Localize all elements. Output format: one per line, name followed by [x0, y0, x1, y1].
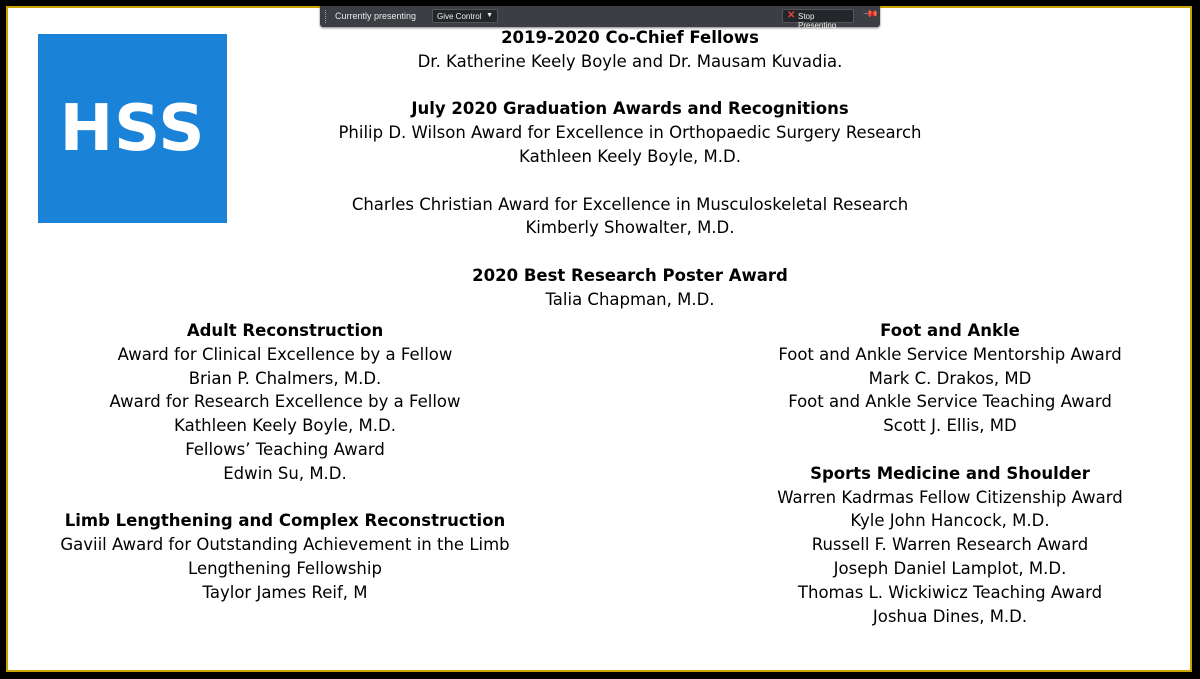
sports-recipient-2: Joseph Daniel Lamplot, M.D. [833, 558, 1067, 578]
christian-award: Charles Christian Award for Excellence in Musculoskeletal Research [351, 194, 909, 214]
limb-heading: Limb Lengthening and Complex Reconstruction [64, 511, 506, 531]
give-control-dropdown[interactable] [432, 9, 498, 23]
presenting-toolbar [320, 6, 880, 30]
spacer [280, 169, 980, 193]
adult-award-2: Award for Research Excellence by a Fellow [109, 392, 461, 412]
foot-award-2: Foot and Ankle Service Teaching Award [788, 392, 1112, 412]
sports-award-2: Russell F. Warren Research Award [811, 535, 1089, 555]
adult-recipient-3: Edwin Su, M.D. [223, 463, 347, 483]
limb-recipient: Taylor James Reif, M [202, 582, 368, 602]
foot-award-1: Foot and Ankle Service Mentorship Award [778, 344, 1122, 364]
foot-recipient-1: Mark C. Drakos, MD [868, 368, 1032, 388]
stop-presenting-label: Stop Presenting [798, 12, 837, 30]
drag-handle[interactable] [325, 10, 329, 23]
sports-award-1: Warren Kadrmas Fellow Citizenship Award [777, 487, 1123, 507]
christian-recipient: Kimberly Showalter, M.D. [525, 218, 735, 238]
foot-recipient-2: Scott J. Ellis, MD [883, 416, 1017, 436]
adult-award-1: Award for Clinical Excellence by a Fellow [117, 344, 453, 364]
currently-presenting-label: Currently presenting [335, 11, 417, 21]
close-icon: ✕ [787, 10, 796, 21]
logo-text: HSS [59, 92, 206, 166]
poster-recipient: Talia Chapman, M.D. [545, 289, 715, 309]
co-chief-heading: 2019-2020 Co-Chief Fellows [501, 28, 759, 47]
pin-icon: 📌 [861, 6, 879, 23]
adult-recipient-1: Brian P. Chalmers, M.D. [188, 368, 382, 388]
chevron-down-icon: ▼ [486, 12, 493, 19]
stop-presenting-button[interactable] [782, 9, 854, 30]
spacer [40, 486, 530, 510]
spacer [740, 438, 1160, 462]
sports-recipient-1: Kyle John Hancock, M.D. [850, 511, 1050, 531]
adult-heading: Adult Reconstruction [186, 321, 384, 340]
limb-award-line-1: Gaviil Award for Outstanding Achievement in the Limb [60, 535, 510, 555]
adult-recipient-2: Kathleen Keely Boyle, M.D. [174, 416, 396, 436]
co-chief-names: Dr. Katherine Keely Boyle and Dr. Mausam Kuvadia. [417, 51, 843, 71]
foot-heading: Foot and Ankle [880, 321, 1020, 340]
pin-toolbar-button[interactable] [860, 6, 879, 23]
slide-center-column [280, 26, 980, 312]
hss-logo [38, 34, 227, 223]
wilson-recipient: Kathleen Keely Boyle, M.D. [519, 146, 741, 166]
limb-award-line-2: Lengthening Fellowship [188, 558, 382, 578]
slide-left-column [40, 319, 530, 605]
wilson-award: Philip D. Wilson Award for Excellence in Orthopaedic Surgery Research [338, 123, 922, 143]
adult-award-3: Fellows’ Teaching Award [185, 439, 385, 459]
sports-heading: Sports Medicine and Shoulder [810, 463, 1090, 483]
graduation-heading: July 2020 Graduation Awards and Recognitions [411, 99, 849, 119]
sports-recipient-3: Joshua Dines, M.D. [872, 606, 1028, 626]
poster-heading: 2020 Best Research Poster Award [472, 265, 788, 285]
slide-right-column [740, 319, 1160, 628]
spacer [280, 74, 980, 98]
give-control-label: Give Control [437, 12, 482, 21]
sports-award-3: Thomas L. Wickiwicz Teaching Award [797, 582, 1103, 602]
spacer [280, 240, 980, 264]
